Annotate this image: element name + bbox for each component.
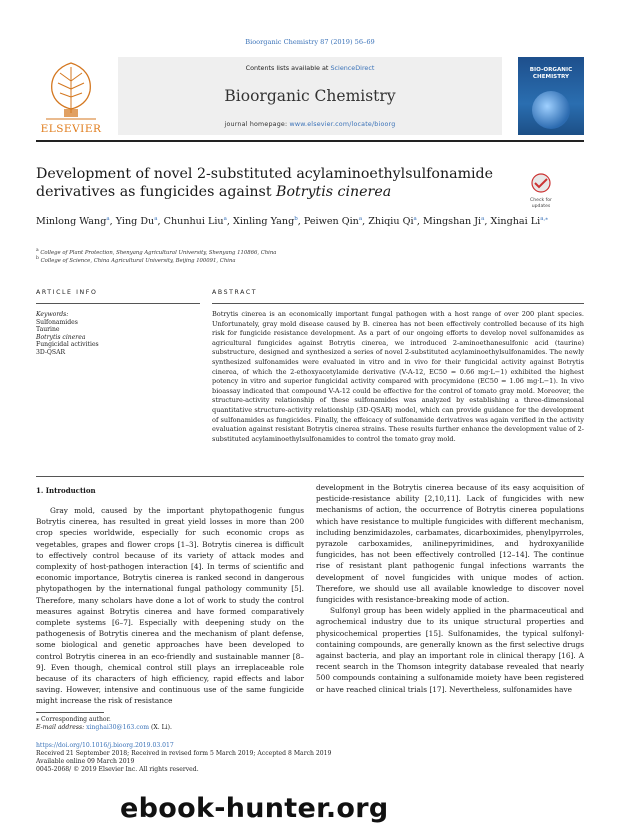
contents-line <box>118 64 502 72</box>
abstract-heading: ABSTRACT <box>212 289 258 296</box>
contents-prefix: Contents lists available at <box>245 64 331 72</box>
journal-header <box>36 57 584 135</box>
author-name[interactable]: Xinling Yang <box>233 216 295 228</box>
intro-paragraph: Gray mold, caused by the important phytopathogenic fungus Botrytis cinerea, has resulted in great yield losses in more than 200 crop species worldwide, especially for such economic crops as vegetables, grapes and flower crops [1–3]. Botrytis cinerea is difficult to effectively control because of its variety of attack modes and complexity of host-pathogen interaction [4]. In terms of scientific and economic importance, Botrytis cinerea is ranked second in dangerous phytopathogen by the international fungal pathology community [5]. Therefore, many scholars have done a lot of work to study the control measures against Botrytis cinerea and have formed comparatively complete systems [6–7]. Especially with deepening study on the pathogenesis of Botrytis cinerea and the mechanism of plant defense, some biological and genetic approaches have been developed to control Botrytis cinerea in an eco-friendly and sustainable manner [8–9]. Even though, chemical control still plays an irreplaceable role because of its characters of high efficiency, rapid effects and labor saving. However, intensive and continuous use of the same fungicide might increase the risk of resistance <box>36 506 304 706</box>
publisher-logo-text: ELSEVIER <box>40 123 102 135</box>
email-suffix: (X. Li). <box>149 724 172 731</box>
author-name[interactable]: Mingshan Ji <box>422 216 482 228</box>
author-name[interactable]: Zhiqiu Qi <box>368 216 414 228</box>
doi-link[interactable]: https://doi.org/10.1016/j.bioorg.2019.03.017 <box>36 742 174 749</box>
affiliation-b-sup: b <box>36 256 39 261</box>
keyword-item: Sulfonamides <box>36 318 78 326</box>
keywords-block <box>36 311 99 357</box>
journal-reference[interactable]: Bioorganic Chemistry 87 (2019) 56–69 <box>245 38 375 46</box>
affiliation-a <box>36 248 276 256</box>
author-name[interactable]: Xinghai Li <box>490 216 541 228</box>
introduction-heading: 1. Introduction <box>36 486 96 495</box>
author-separator: , <box>484 216 491 228</box>
affiliation-a-sup: a <box>36 248 39 253</box>
homepage-link[interactable]: www.elsevier.com/locate/bioorg <box>289 121 396 128</box>
intro-right-column <box>316 482 584 695</box>
intro-paragraph: Sulfonyl group has been widely applied in the pharmaceutical and agrochemical industry due to its unique structural properties and physicochemical properties [15]. Sulfonamides, the typical sulfonyl-containing compounds, are generally known as the first selective drugs against bacteria, and play an important role in clinical therapy [16]. A recent search in the Thomson integrity database revealed that nearly 500 compounds containing a sulfonamide moiety have been registered or have reached clinical trials [17]. Nevertheless, sulfonamides have <box>316 606 584 694</box>
keyword-item: 3D-QSAR <box>36 348 66 356</box>
affiliation-b-text: College of Science, China Agricultural University, Beijing 100091, China <box>40 257 236 264</box>
keywords-label: Keywords: <box>36 311 69 318</box>
paper-title <box>36 165 516 201</box>
author-separator: , <box>226 216 233 228</box>
check-updates-icon <box>523 172 559 194</box>
watermark-text: ebook-hunter.org <box>120 793 389 824</box>
author-affiliation-sup: a <box>223 216 227 222</box>
author-affiliation-sup: a <box>358 216 363 222</box>
author-separator: , <box>416 216 423 228</box>
cover-title: BIO-ORGANIC CHEMISTRY <box>529 67 573 80</box>
author-affiliation-sup: a <box>154 216 158 222</box>
author-affiliation-sup: a <box>106 216 110 222</box>
author-affiliation-sup: a <box>413 216 417 222</box>
author-separator: , <box>362 216 369 228</box>
keyword-item: Fungicidal activities <box>36 341 99 349</box>
article-info-rule <box>36 303 200 304</box>
email-link[interactable]: xinghai30@163.com <box>86 724 150 731</box>
elsevier-logo <box>36 57 106 135</box>
header-divider <box>36 140 584 142</box>
author-affiliation-sup: a <box>481 216 485 222</box>
author-name[interactable]: Chunhui Liu <box>163 216 224 228</box>
intro-paragraph: development in the Botrytis cinerea because of its easy acquisition of pesticide-resistance ability [2,10,11]. Lack of fungicides with new mechanisms of action, the occurrence of Botrytis cinerea populations which have resistance to multiple fungicides with different mechanism, including benzimidazoles, carbamates, dicarboximides, phenylpyrroles, pyrazole carboxamides, anilinepyrimidines, and hydroxyanilide fungicides, has not been effectively controlled [12–14]. The continue rise of resistant plant pathogenic fungal infections warrants the development of novel fungicides with unique modes of action. Therefore, we should use all available knowledge to discover novel fungicides with resistance-breaking mode of action. <box>316 483 584 605</box>
article-history: Received 21 September 2018; Received in revised form 5 March 2019; Accepted 8 March 2019 <box>36 750 332 757</box>
paper-title-main: Development of novel 2-substituted acylaminoethylsulfonamide derivatives as fungicides against <box>36 166 494 200</box>
footnote-divider <box>36 712 104 713</box>
cover-graphic <box>532 91 570 129</box>
available-online: Available online 09 March 2019 <box>36 758 135 765</box>
affiliation-a-text: College of Plant Protection, Shenyang Agricultural University, Shenyang 110866, China <box>40 249 277 256</box>
paper-title-italic: Botrytis cinerea <box>276 184 392 200</box>
check-badge-line1: Check for <box>530 198 552 203</box>
author-separator: , <box>297 216 304 228</box>
affiliation-b <box>36 256 236 264</box>
abstract-rule <box>212 303 584 304</box>
author-separator: , <box>157 216 164 228</box>
journal-cover-image <box>518 57 584 135</box>
corresponding-author-note: ⁎ Corresponding author. <box>36 716 111 723</box>
homepage-line <box>118 121 502 128</box>
author-name[interactable]: Minlong Wang <box>36 216 107 228</box>
abstract-bottom-rule <box>36 476 584 477</box>
author-list <box>36 212 576 230</box>
intro-left-column <box>36 505 304 707</box>
journal-title: Bioorganic Chemistry <box>224 87 396 105</box>
check-for-updates-button[interactable] <box>523 172 559 208</box>
homepage-prefix: journal homepage: <box>224 121 290 128</box>
article-info-heading: ARTICLE INFO <box>36 289 98 296</box>
copyright-line: 0045-2068/ © 2019 Elsevier Inc. All rights reserved. <box>36 766 199 773</box>
keyword-item: Taurine <box>36 326 60 334</box>
author-affiliation-sup: b <box>294 216 298 222</box>
journal-banner <box>118 57 502 135</box>
author-separator: , <box>109 216 116 228</box>
author-affiliation-sup: a,⁎ <box>540 216 548 222</box>
keyword-item: Botrytis cinerea <box>36 333 86 341</box>
sciencedirect-link[interactable]: ScienceDirect <box>330 64 375 72</box>
email-line <box>36 724 172 731</box>
author-name[interactable]: Ying Du <box>115 216 155 228</box>
email-label: E-mail address: <box>36 724 87 731</box>
check-badge-line2: updates <box>531 203 551 209</box>
author-name[interactable]: Peiwen Qin <box>303 216 359 228</box>
abstract-text: Botrytis cinerea is an economically important fungal pathogen with a host range of over 200 plant species. Unfortunately, gray mold disease caused by B. cinerea has not been effectively controlled because of its high risk for fungicide resistance development. As a part of our ongoing efforts to develop novel sulfonamides as agricultural fungicides against Botrytis cinerea, we introduced 2-aminoethanesulfonic acid (taurine) substructure, designed and synthesized a series of novel 2-substituted acylaminoethylsulfonamides. The newly synthesized sulfonamides were evaluated in vitro and in vivo for their fungicidal activity against Botrytis cinerea, of which the 2-ethoxyacetylamide derivative (V-A-12, EC50 = 0.66 mg·L−1) exhibited the highest potency in vitro and superior fungicidal activity compared with procymidone (EC50 = 1.06 mg·L−1). In vivo bioassay indicated that compound V-A-12 could be effective for the control of tomato gray mold. Moreover, the structure-activity relationship of these sulfonamides was analyzed by establishing a three-dimensional quantitative structure-activity relationship (3D-QSAR) model, which can provide guidance for the development of sulfonamides as fungicides. Finally, the effeicacy of sulfonamide derivatives was again verified in the activity evaluation against resistant Botrytis cinerea strains. These results further enhance the development value of 2-substituted acylaminoethylsulfonamides to control the tomato gray mold. <box>212 310 584 443</box>
